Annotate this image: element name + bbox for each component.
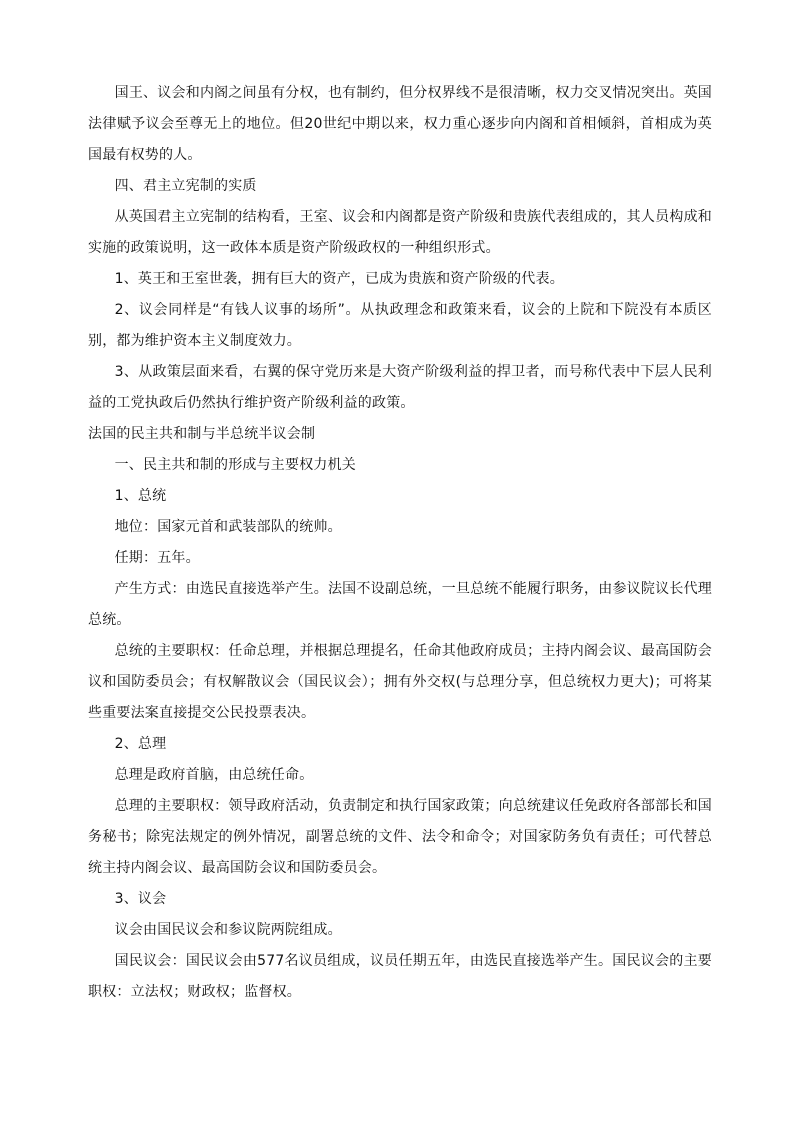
paragraph: 3、从政策层面来看，右翼的保守党历来是大资产阶级利益的捍卫者，而号称代表中下层人民利益的工党执政后仍然执行维护资产阶级利益的政策。 (88, 364, 712, 411)
paragraph: 产生方式：由选民直接选举产生。法国不设副总统，一旦总统不能履行职务，由参议院议长代理总统。 (88, 581, 712, 628)
paragraph: 1、总统 (114, 488, 167, 504)
paragraph: 任期：五年。 (114, 550, 200, 566)
paragraph: 总统的主要职权：任命总理，并根据总理提名，任命其他政府成员；主持内阁会议、最高国防会议和国防委员会；有权解散议会（国民议会）；拥有外交权(与总理分享，但总统权力更大)；可将某些重要法案直接提交公民投票表决。 (88, 643, 712, 721)
paragraph: 地位：国家元首和武装部队的统帅。 (114, 519, 342, 535)
paragraph: 议会由国民议会和参议院两院组成。 (114, 922, 342, 938)
document-body (88, 78, 712, 1008)
paragraph: 总理的主要职权：领导政府活动，负责制定和执行国家政策；向总统建议任免政府各部部长和国务秘书；除宪法规定的例外情况，副署总统的文件、法令和命令；对国家防务负有责任；可代替总统主持内阁会议、最高国防会议和国防委员会。 (88, 798, 712, 876)
paragraph: 一、民主共和制的形成与主要权力机关 (114, 457, 356, 473)
paragraph: 2、总理 (114, 736, 167, 752)
paragraph: 总理是政府首脑，由总统任命。 (114, 767, 314, 783)
paragraph: 国王、议会和内阁之间虽有分权，也有制约，但分权界线不是很清晰，权力交叉情况突出。英国法律赋予议会至尊无上的地位。但20世纪中期以来，权力重心逐步向内阁和首相倾斜，首相成为英国最有权势的人。 (88, 85, 712, 163)
paragraph: 法国的民主共和制与半总统半议会制 (88, 426, 316, 442)
paragraph: 国民议会：国民议会由577名议员组成，议员任期五年，由选民直接选举产生。国民议会的主要职权：立法权；财政权；监督权。 (88, 953, 712, 1000)
paragraph: 1、英王和王室世袭，拥有巨大的资产，已成为贵族和资产阶级的代表。 (114, 271, 564, 287)
paragraph: 2、议会同样是“有钱人议事的场所”。从执政理念和政策来看，议会的上院和下院没有本质区别，都为维护资本主义制度效力。 (88, 302, 712, 349)
paragraph: 四、君主立宪制的实质 (114, 178, 257, 194)
paragraph: 3、议会 (114, 891, 167, 907)
paragraph: 从英国君主立宪制的结构看，王室、议会和内阁都是资产阶级和贵族代表组成的，其人员构成和实施的政策说明，这一政体本质是资产阶级政权的一种组织形式。 (88, 209, 712, 256)
